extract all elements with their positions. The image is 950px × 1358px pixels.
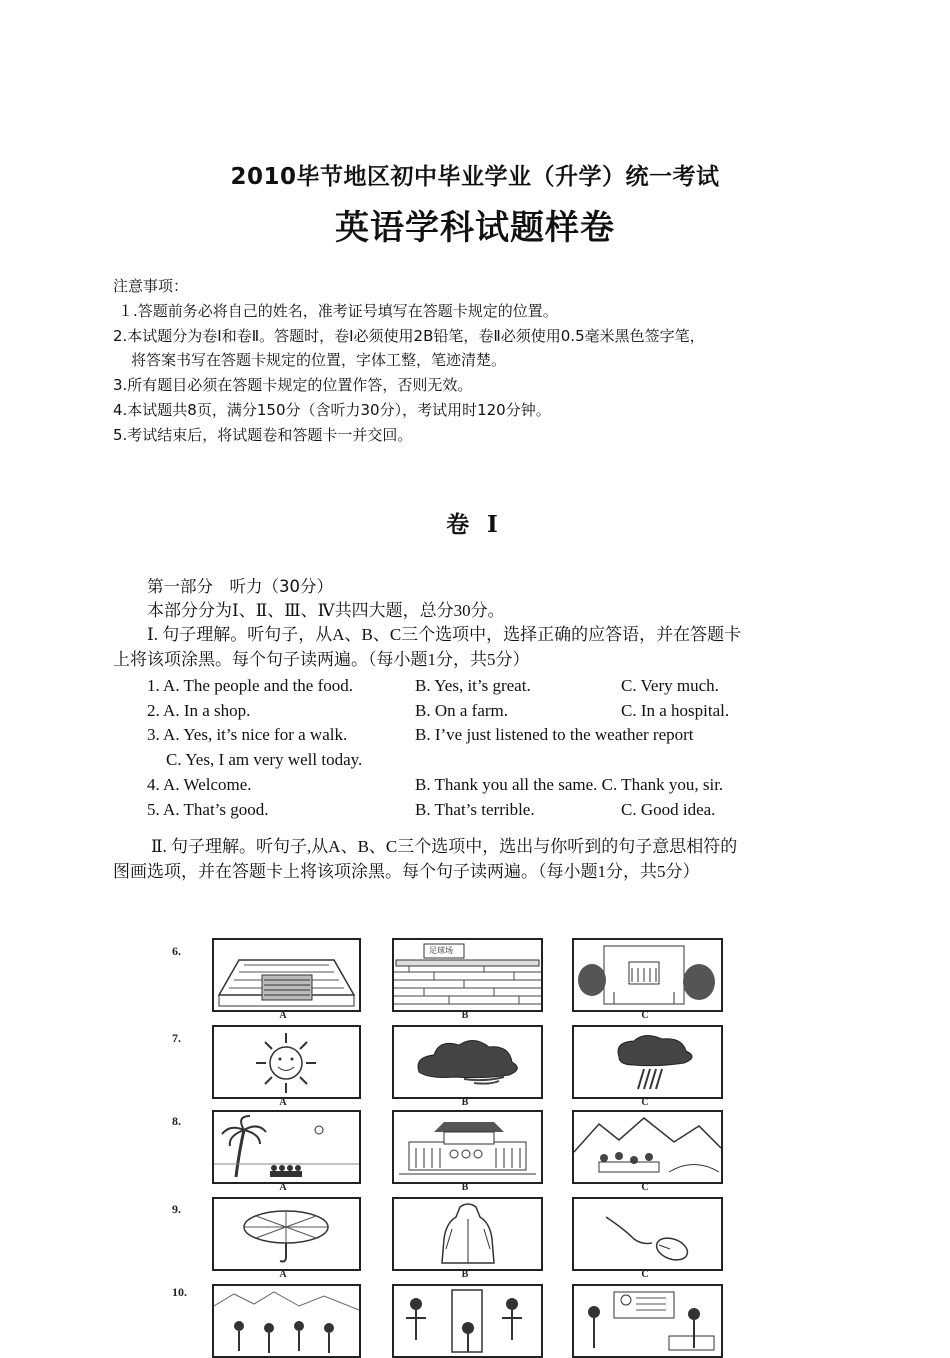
volume-title: 卷 Ⅰ [446, 512, 504, 537]
raincoat-icon [394, 1199, 541, 1269]
picture-label: C [641, 1269, 649, 1280]
stadium-icon [214, 940, 359, 1010]
computer-mouse-icon [574, 1199, 721, 1269]
umbrella-icon [214, 1199, 359, 1269]
q1-option-b: B. Yes, it’s great. [415, 676, 531, 695]
notice-heading: 注意事项： [113, 277, 189, 295]
q5-option-b: B. That’s terrible. [415, 800, 535, 819]
picture-question-number: 7. [172, 1031, 181, 1045]
rain-cloud-icon [574, 1027, 721, 1097]
q1-option-a: 1. A. The people and the food. [147, 676, 354, 695]
picture-label: B [461, 1269, 469, 1280]
q6-picture-c [572, 938, 723, 1012]
q6-picture-b [392, 938, 543, 1012]
q2-option-c: C. In a hospital. [621, 701, 730, 720]
picture-label: A [279, 1182, 287, 1193]
q5-option-c: C. Good idea. [621, 800, 716, 819]
q4-option-a: 4. A. Welcome. [147, 775, 252, 794]
beach-palm-icon [214, 1112, 359, 1182]
picture-question-number: 8. [172, 1114, 181, 1128]
mountain-picnic-icon [574, 1112, 721, 1182]
sign-text: 足球场 [429, 946, 453, 955]
picture-question-number: 9. [172, 1202, 181, 1216]
q7-picture-c [572, 1025, 723, 1099]
section1-instruction-line1: Ⅰ. 句子理解。听句子，从A、B、C三个选项中，选择正确的应答语，并在答题卡 [147, 625, 742, 644]
picture-question-number: 10. [172, 1285, 187, 1299]
picture-label: C [641, 1182, 649, 1193]
part1-intro: 本部分分为Ⅰ、Ⅱ、Ⅲ、Ⅳ共四大题，总分30分。 [147, 601, 505, 620]
q8-picture-c [572, 1110, 723, 1184]
q10-picture-b [392, 1284, 543, 1358]
notice-item-2: 2.本试题分为卷Ⅰ和卷Ⅱ。答题时，卷Ⅰ必须使用2B铅笔，卷Ⅱ必须使用0.5毫米黑色签字笔， [113, 327, 705, 345]
q3-option-c: C. Yes, I am very well today. [166, 750, 363, 769]
wall-building-icon [394, 940, 541, 1010]
exam-title: 2010毕节地区初中毕业学业（升学）统一考试 [230, 164, 720, 190]
q5-option-a: 5. A. That’s good. [147, 800, 269, 819]
exam-subtitle: 英语学科试题样卷 [335, 208, 615, 248]
cloud-icon [394, 1027, 541, 1097]
q8-picture-a [212, 1110, 361, 1184]
q3-option-a: 3. A. Yes, it’s nice for a walk. [147, 725, 348, 744]
picture-question-number: 6. [172, 944, 181, 958]
classroom-icon [574, 1286, 721, 1356]
notice-item-5: 5.考试结束后，将试题卷和答题卡一并交回。 [113, 426, 413, 444]
q7-picture-b [392, 1025, 543, 1099]
people-door-icon [394, 1286, 541, 1356]
q2-option-a: 2. A. In a shop. [147, 701, 251, 720]
q4-option-b: B. Thank you all the same. C. Thank you, sir. [415, 775, 724, 794]
section1-instruction-line2: 上将该项涂黑。每个句子读两遍。（每小题1分，共5分） [113, 650, 530, 669]
q7-picture-a [212, 1025, 361, 1099]
people-outdoors-icon [214, 1286, 359, 1356]
picture-label: A [279, 1097, 287, 1108]
picture-label: A [279, 1269, 287, 1280]
picture-label: B [461, 1097, 469, 1108]
q1-option-c: C. Very much. [621, 676, 719, 695]
picture-label: C [641, 1097, 649, 1108]
q9-picture-b [392, 1197, 543, 1271]
notice-item-2-cont: 将答案书写在答题卡规定的位置，字体工整，笔迹清楚。 [131, 351, 507, 369]
gate-trees-icon [574, 940, 721, 1010]
part1-heading: 第一部分 听力（30分） [147, 577, 333, 596]
picture-label: A [279, 1010, 287, 1021]
q10-picture-c [572, 1284, 723, 1358]
picture-label: B [461, 1182, 469, 1193]
great-hall-icon [394, 1112, 541, 1182]
notice-item-1: １.答题前务必将自己的姓名，准考证号填写在答题卡规定的位置。 [118, 302, 558, 320]
sun-icon [214, 1027, 359, 1097]
q10-picture-a [212, 1284, 361, 1358]
q2-option-b: B. On a farm. [415, 701, 509, 720]
notice-item-3: 3.所有题目必须在答题卡规定的位置作答，否则无效。 [113, 376, 473, 394]
notice-item-4: 4.本试题共8页，满分150分（含听力30分），考试用时120分钟。 [113, 401, 551, 419]
q3-option-b: B. I’ve just listened to the weather report [415, 725, 694, 744]
picture-label: B [461, 1010, 469, 1021]
q6-picture-a [212, 938, 361, 1012]
picture-label: C [641, 1010, 649, 1021]
q8-picture-b [392, 1110, 543, 1184]
q9-picture-c [572, 1197, 723, 1271]
section2-instruction-line2: 图画选项，并在答题卡上将该项涂黑。每个句子读两遍。（每小题1分，共5分） [113, 862, 700, 881]
q9-picture-a [212, 1197, 361, 1271]
section2-instruction-line1: Ⅱ. 句子理解。听句子,从A、B、C三个选项中，选出与你听到的句子意思相符的 [151, 837, 738, 856]
